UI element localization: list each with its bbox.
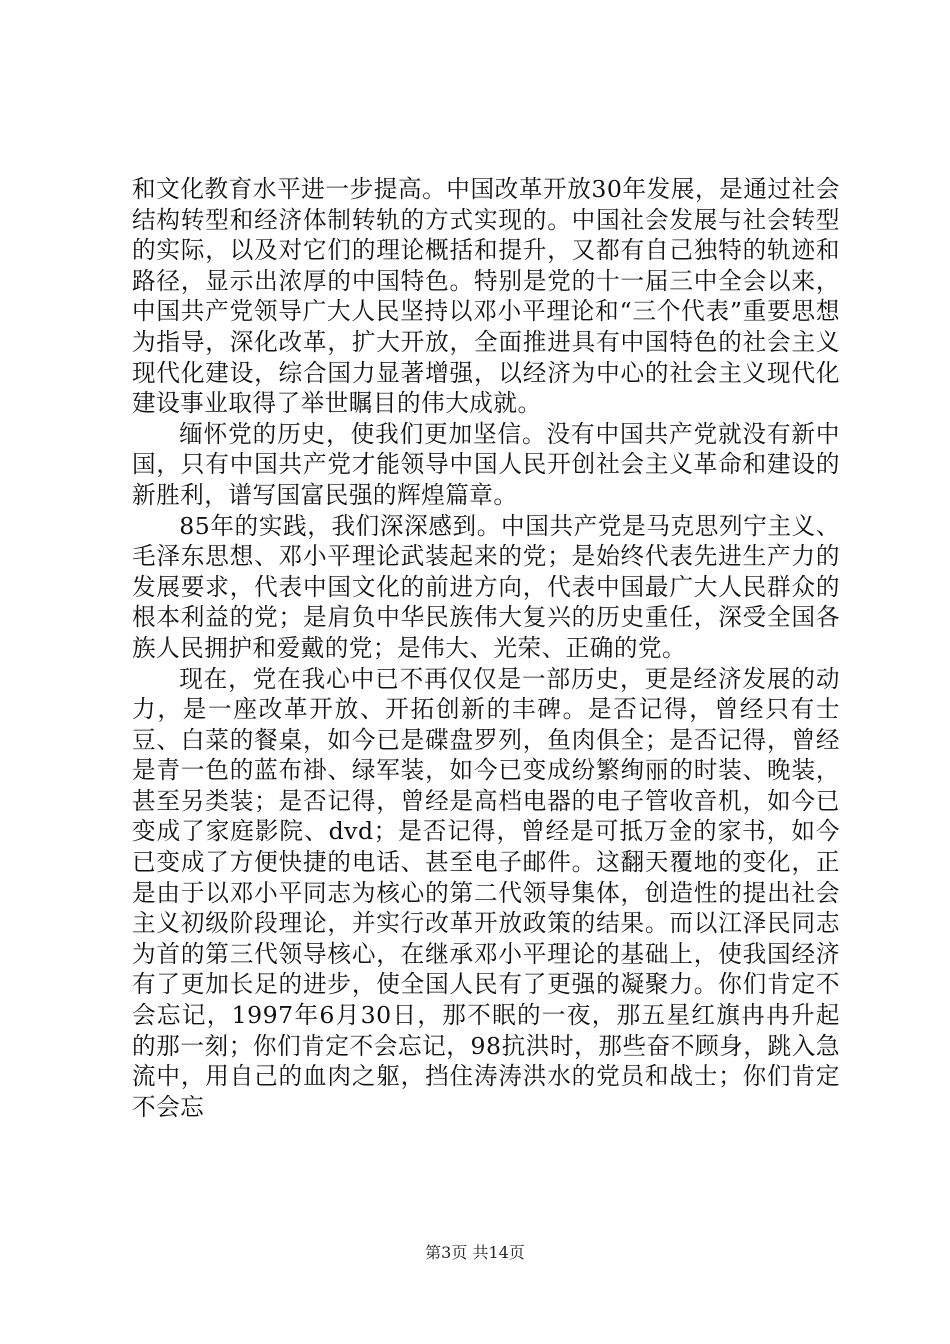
paragraph-1: 和文化教育水平进一步提高。中国改革开放30年发展，是通过社会结构转型和经济体制转轨的方式实现的。中国社会发展与社会转型的实际，以及对它们的理论概括和提升，又都有自己独特的轨迹和路径，显示出浓厚的中国特色。特别是党的十一届三中全会以来，中国共产党领导广大人民坚持以邓小平理论和“三个代表”重要思想为指导，深化改革，扩大开放，全面推进具有中国特色的社会主义现代化建设，综合国力显著增强，以经济为中心的社会主义现代化建设事业取得了举世瞩目的伟大成就。 [132, 175, 840, 418]
page-footer: 第3页 共14页 [425, 1243, 525, 1262]
body-text [132, 174, 840, 1122]
paragraph-3: 85年的实践，我们深深感到。中国共产党是马克思列宁主义、毛泽东思想、邓小平理论武装起来的党；是始终代表先进生产力的发展要求，代表中国文化的前进方向，代表中国最广大人民群众的根本利益的党；是肩负中华民族伟大复兴的历史重任，深受全国各族人民拥护和爱戴的党；是伟大、光荣、正确的党。 [132, 511, 840, 662]
paragraph-4: 现在，党在我心中已不再仅仅是一部历史，更是经济发展的动力，是一座改革开放、开拓创新的丰碑。是否记得，曾经只有士豆、白菜的餐桌，如今已是碟盘罗列，鱼肉俱全；是否记得，曾经是青一色的蓝布褂、绿军装，如今已变成纷繁绚丽的时装、晚装，甚至另类装；是否记得，曾经是高档电器的电子管收音机，如今已变成了家庭影院、dvd；是否记得，曾经是可抵万金的家书，如今已变成了方便快捷的电话、甚至电子邮件。这翻天覆地的变化，正是由于以邓小平同志为核心的第二代领导集体，创造性的提出社会主义初级阶段理论，并实行改革开放政策的结果。而以江泽民同志为首的第三代领导核心，在继承邓小平理论的基础上，使我国经济有了更加长足的进步，使全国人民有了更强的凝聚力。你们肯定不会忘记，1997年6月30日，那不眠的一夜，那五星红旗冉冉升起的那一刻；你们肯定不会忘记，98抗洪时，那些奋不顾身，跳入急流中，用自己的血肉之躯，挡住涛涛洪水的党员和战士；你们肯定不会忘 [132, 664, 840, 1121]
paragraph-2: 缅怀党的历史，使我们更加坚信。没有中国共产党就没有新中国，只有中国共产党才能领导中国人民开创社会主义革命和建设的新胜利，谱写国富民强的辉煌篇章。 [132, 419, 840, 509]
